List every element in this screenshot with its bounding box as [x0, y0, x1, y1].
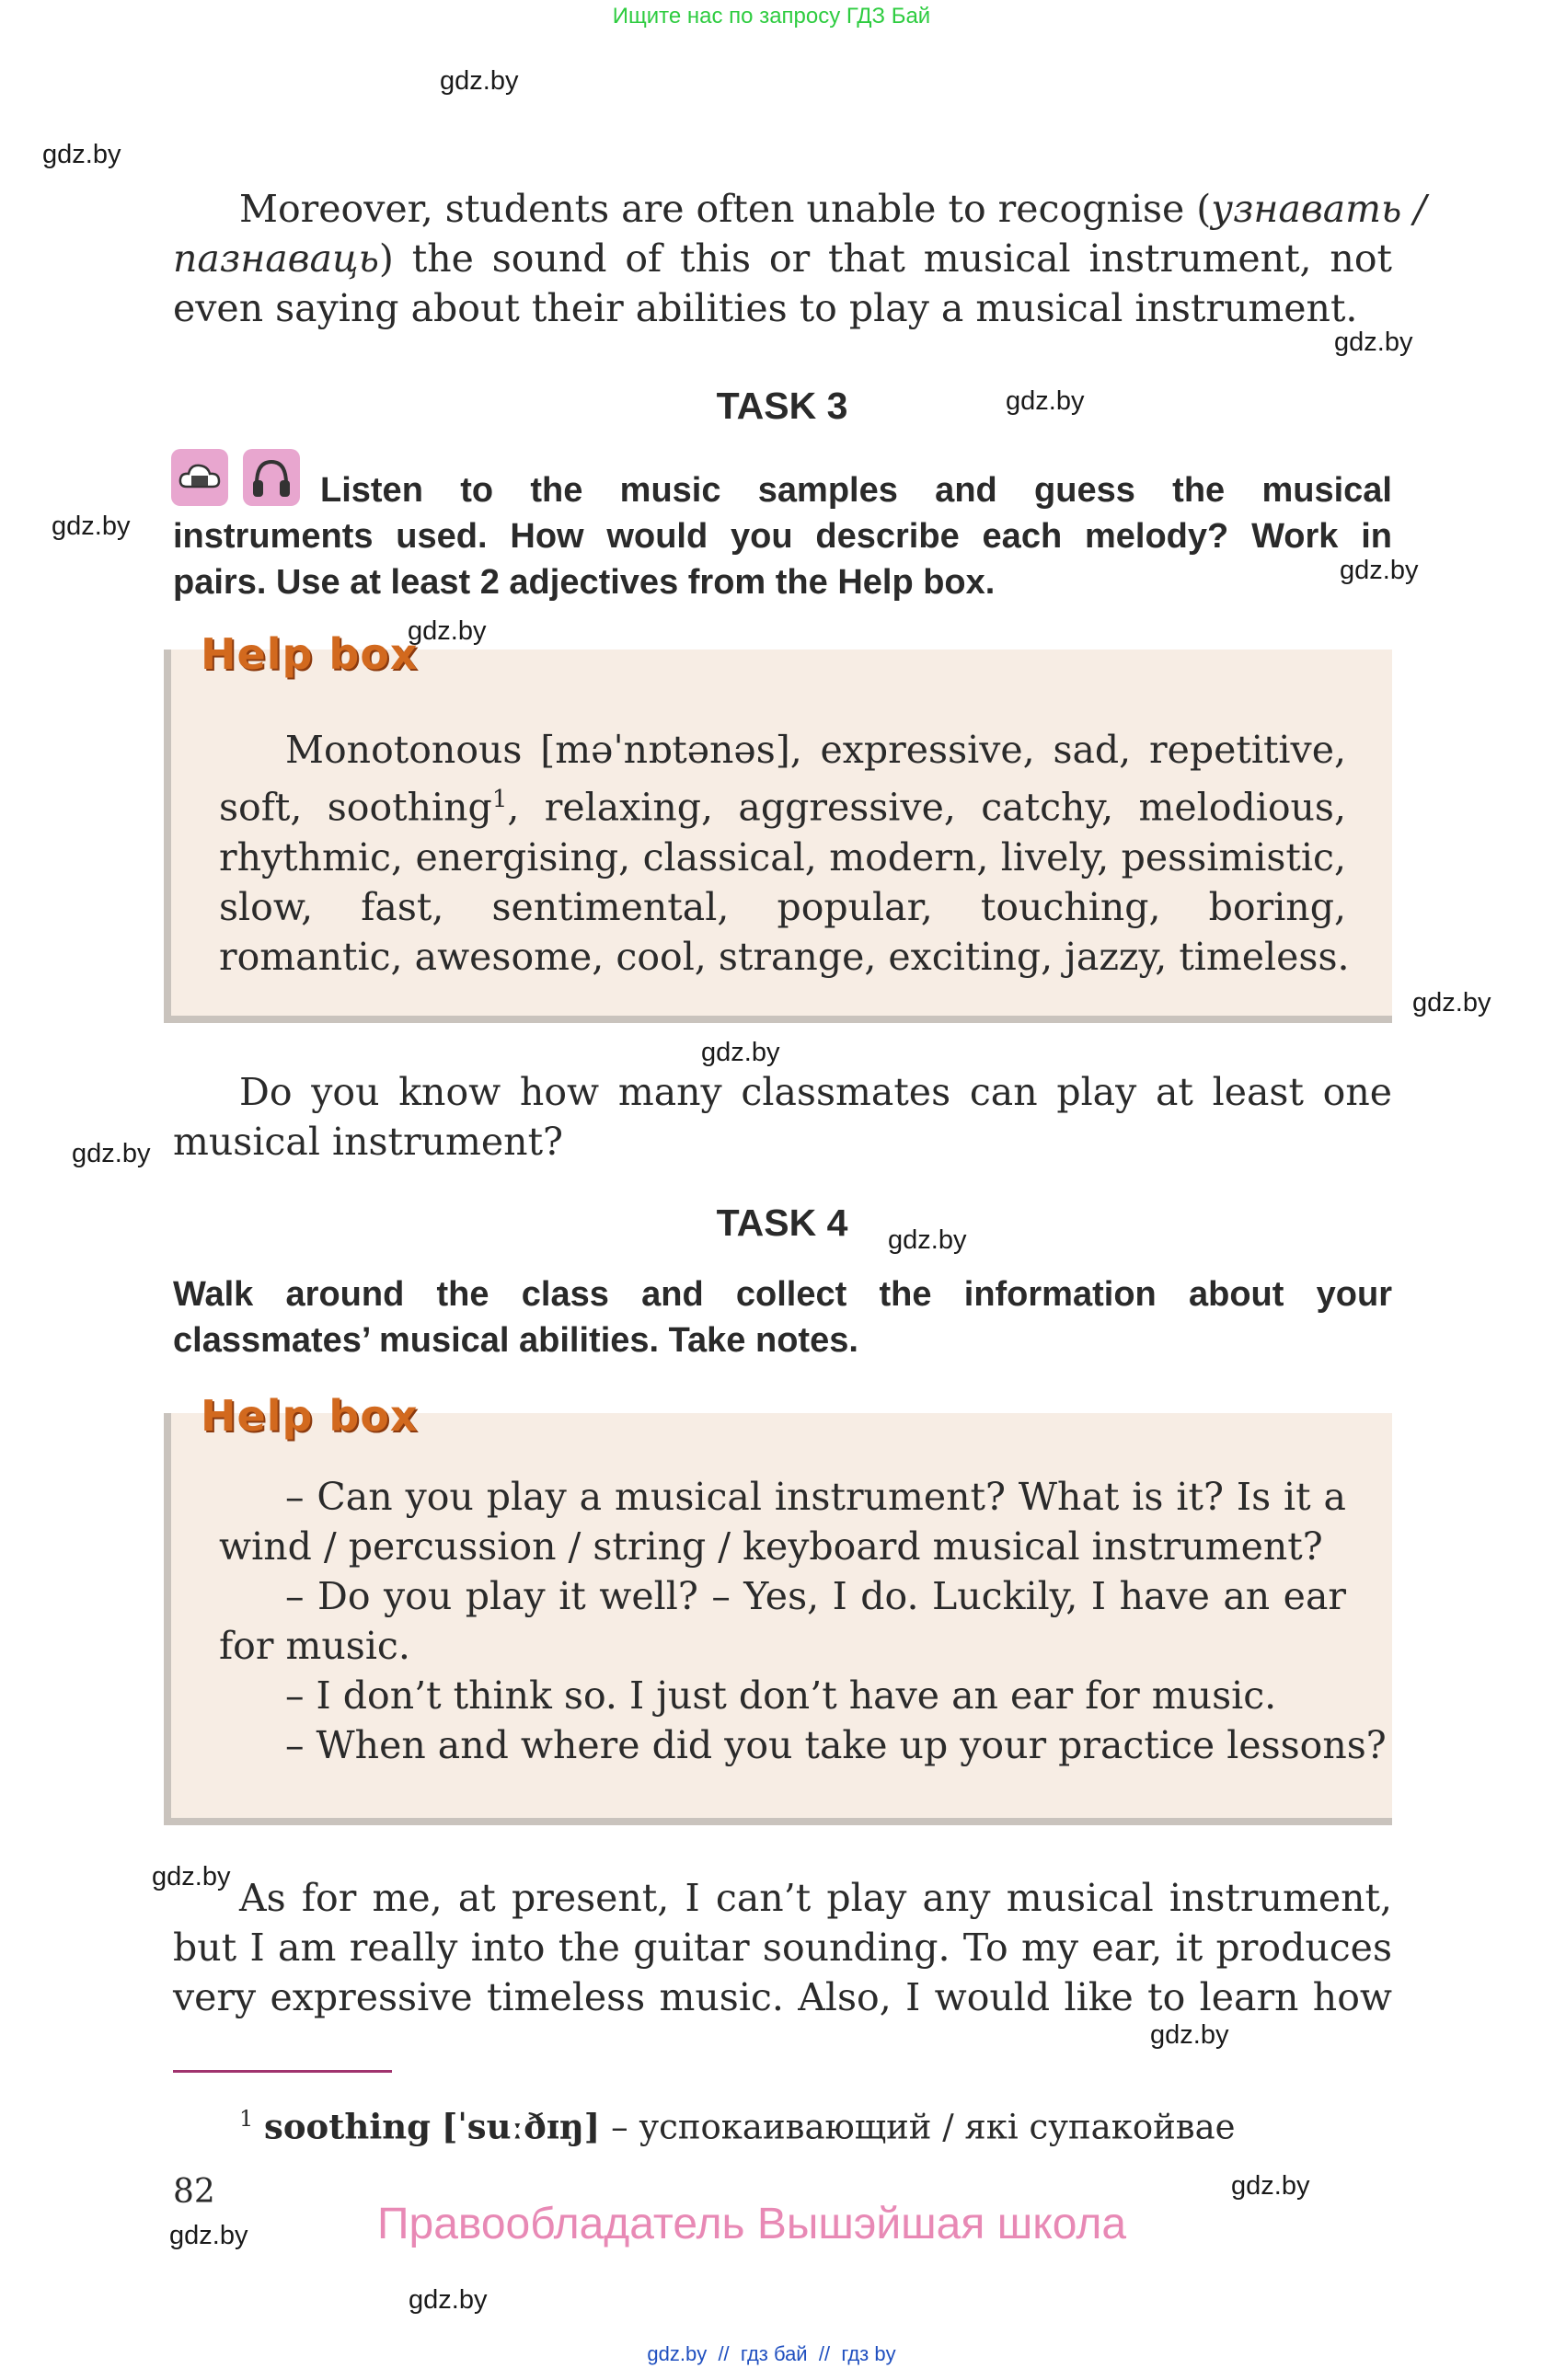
paragraph-intro [173, 184, 1427, 333]
help-box-line: – When and where did you take up your practice lessons? [285, 1723, 1387, 1767]
help-box-line: slow, fast, sentimental, popular, touching, boring, [219, 884, 1346, 929]
paragraph-line: musical instrument? [173, 1120, 564, 1164]
bottom-links [0, 2342, 1543, 2366]
watermark: gdz.by [72, 1139, 151, 1168]
help-box-adjectives-text [219, 725, 1350, 982]
help-box-line: rhythmic, energising, classical, modern, lively, pessimistic, [219, 834, 1346, 880]
watermark: gdz.by [409, 2285, 488, 2315]
watermark: gdz.by [42, 140, 121, 169]
watermark: gdz.by [1231, 2171, 1310, 2201]
instruction-line: pairs. Use at least 2 adjectives from the Help box. [173, 563, 996, 602]
footnote-translation: – успокаивающий / які супакойвае [600, 2107, 1236, 2147]
paragraph-personal [173, 1873, 1392, 2022]
help-box-line: – Do you play it well? – Yes, I do. Luckily, I have an ear [285, 1574, 1346, 1618]
paragraph-line: even saying about their abilities to play a musical instrument. [173, 286, 1358, 330]
help-box-line: – Can you play a musical instrument? What is it? Is it a [285, 1475, 1346, 1519]
top-banner[interactable]: Ищите нас по запросу ГДЗ Бай [612, 4, 931, 29]
help-box-line: soft, soothing$^1$, relaxing, aggressive, catchy, melodious, [219, 785, 1346, 830]
instruction-line: Listen to the music samples and guess the musical [320, 471, 1392, 510]
watermark: gdz.by [888, 1225, 967, 1255]
help-box-line: for music. [219, 1624, 410, 1668]
watermark: gdz.by [169, 2221, 248, 2250]
task-4-instruction [173, 1271, 1392, 1363]
help-box-line: Monotonous [məˈnɒtənəs], expressive, sad, repetitive, [285, 728, 1346, 772]
help-box-line: – I don’t think so. I just don’t have an ear for music. [285, 1673, 1277, 1718]
page-number: 82 [173, 2173, 215, 2211]
instruction-line: instruments used. How would you describe each melody? Work in [173, 517, 1392, 556]
instruction-line: Walk around the class and collect the information about your [173, 1275, 1392, 1314]
help-box-title: Help box [201, 629, 419, 679]
watermark: gdz.by [1006, 386, 1085, 416]
paragraph-line: Moreover, students are often unable to recognise (узнавать / [239, 187, 1427, 231]
bottom-link-gdz-by[interactable]: gdz.by [647, 2342, 708, 2365]
bottom-link-gdz-by-cyr[interactable]: гдз by [841, 2342, 896, 2365]
bottom-link-separator: // [718, 2342, 730, 2365]
help-box-line: wind / percussion / string / keyboard musical instrument? [219, 1524, 1323, 1569]
help-box-title: Help box [201, 1391, 419, 1441]
footnote-term: soothing [264, 2106, 432, 2147]
bottom-link-gdz-bai[interactable]: гдз бай [740, 2342, 808, 2365]
watermark: gdz.by [440, 66, 519, 96]
task-4-heading: TASK 4 [716, 1201, 848, 1244]
task-3-heading: TASK 3 [716, 385, 848, 427]
help-box-phrases-text [219, 1472, 1387, 1770]
paragraph-question [173, 1067, 1392, 1167]
paragraph-line: пазнаваць) the sound of this or that musical instrument, not [173, 236, 1392, 281]
watermark: gdz.by [1334, 328, 1413, 357]
watermark: gdz.by [1150, 2020, 1229, 2050]
paragraph-line: Do you know how many classmates can play at least one [239, 1070, 1392, 1114]
paragraph-line: As for me, at present, I can’t play any musical instrument, [239, 1876, 1392, 1920]
paragraph-line: very expressive timeless music. Also, I would like to learn how [173, 1975, 1392, 2019]
copyright-notice: Правообладатель Вышэйшая школа [377, 2200, 1127, 2248]
watermark: gdz.by [701, 1038, 780, 1067]
footnote [239, 2094, 1236, 2152]
paragraph-line: but I am really into the guitar sounding. To my ear, it produces [173, 1926, 1392, 1970]
watermark: gdz.by [52, 512, 131, 541]
footnote-rule [173, 2070, 392, 2073]
footnote-number: 1 [239, 2106, 254, 2132]
task-3-instruction [173, 467, 1392, 605]
help-box-line: romantic, awesome, cool, strange, exciting, jazzy, timeless. [219, 934, 1350, 979]
instruction-line: classmates’ musical abilities. Take notes. [173, 1321, 858, 1360]
bottom-link-separator: // [818, 2342, 831, 2365]
footnote-transcription: [ˈsuːðɪŋ] [441, 2106, 601, 2147]
watermark: gdz.by [152, 1862, 231, 1891]
watermark: gdz.by [1340, 556, 1419, 585]
watermark: gdz.by [408, 616, 487, 646]
watermark: gdz.by [1412, 988, 1491, 1018]
